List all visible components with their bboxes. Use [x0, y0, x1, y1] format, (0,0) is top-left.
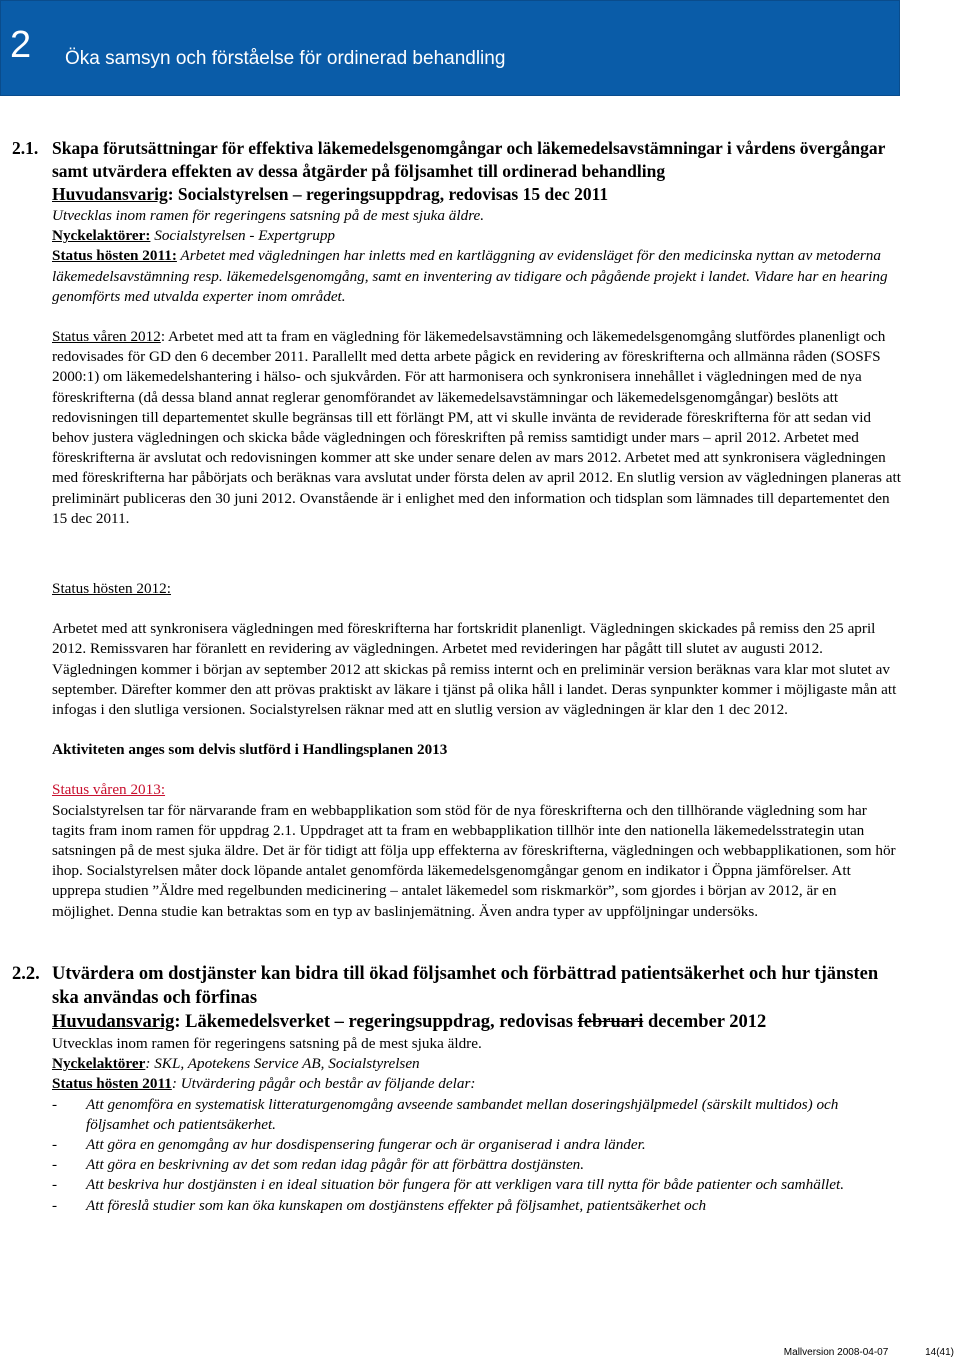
responsible-line: [52, 183, 902, 206]
status-spring-2012: [52, 327, 902, 529]
section-number: 2.1.: [12, 138, 39, 158]
section-2-2-heading: [12, 962, 902, 1010]
context-line: Utvecklas inom ramen för regeringens satsning på de mest sjuka äldre.: [52, 1034, 482, 1052]
key-actors-label: Nyckelaktörer: [52, 1055, 146, 1073]
section-number: 2.2.: [12, 963, 40, 984]
responsible-text: : Läkemedelsverket – regeringsuppdrag, redovisas: [174, 1011, 578, 1032]
key-actors-text: : SKL, Apotekens Service AB, Socialstyrelsen: [145, 1055, 420, 1073]
responsible-struck-text: februari: [577, 1011, 644, 1032]
dash-marker: -: [52, 1135, 58, 1153]
chapter-title: Öka samsyn och förståelse för ordinerad behandling: [65, 48, 506, 69]
key-actors-line: [52, 226, 902, 246]
list-item: - Att föreslå studier som kan öka kunskapen om dostjänstens effekter på följsamhet, patientsäkerhet och: [52, 1196, 902, 1216]
list-item: - Att beskriva hur dostjänsten i en ideal situation bör fungera för att verkligen vara till nytta för både patienter och samhället.: [52, 1175, 902, 1195]
key-actors-label: Nyckelaktörer:: [52, 227, 151, 245]
chapter-number: 2: [10, 24, 32, 66]
dash-marker: -: [52, 1095, 58, 1113]
template-version: Mallversion 2008-04-07: [783, 1347, 889, 1358]
evaluation-parts-list: [52, 1095, 902, 1216]
dash-marker: -: [52, 1196, 58, 1214]
status-text: : Utvärdering pågår och består av följande delar:: [171, 1075, 476, 1093]
key-actors-line: [52, 1054, 902, 1074]
status-label: Status hösten 2011: [52, 1075, 172, 1093]
status-autumn-2012-label: Status hösten 2012:: [52, 580, 171, 598]
status-spring-2013-label: Status våren 2013:: [52, 781, 166, 799]
status-spring-2013-text: Socialstyrelsen tar för närvarande fram en webbapplikation som stöd för de nya föreskrifterna och den tillhörande vägledning som har tagits fram inom ramen för uppdrag 2.1. Uppdraget att ta fram en webbapplikation tillhör inte den nationella läkemedelsstrategin utan satsningen på de mest sjuka äldre. Det är för tidigt att följa upp effekterna av föreskrifterna, vägledningen och webbapplikationen, som hör ihop. Socialstyrelsen måter dock löpande antalet genomförda läkemedelsgenomgångar genom en indikator i Öppna jämförelser. Att upprepa studien ”Äldre med regelbunden medicinering – antalet läkemedel som riskmarkör”, som gjordes i början av 2012, är en möjlighet. Denna studie kan betraktas som en typ av baslinjemätning. Även andra typer av uppföljningar undersöks.: [52, 801, 896, 920]
status-autumn-2012-text: Arbetet med att synkronisera vägledningen med föreskrifterna har fortskridit planenligt. Vägledningen skickades på remiss den 25 april 2012. Remissvaren har föranlett en revidering av vägledningen. Arbetet med revideringen har pågått till slutet av augusti 2012. Vägledningen kommer i början av september 2012 att skickas på remiss internt och en preliminär version beräknas vara klar mot slutet av september. Därefter kommer den att prövas praktiskt av läkare i tjänst på olika håll i landet. Deras synpunkter kommer i möjligaste mån att infogas i den slutliga versionen. Socialstyrelsen räknar med att en slutlig version av vägledningen är klar den 1 dec 2012.: [52, 620, 897, 719]
status-label: Status våren 2012: [52, 328, 161, 346]
responsible-label: Huvudansvarig: [52, 184, 168, 204]
activity-note: Aktiviteten anges som delvis slutförd i Handlingsplanen 2013: [52, 741, 448, 759]
context-line: Utvecklas inom ramen för regeringens satsning på de mest sjuka äldre.: [52, 207, 485, 224]
document-body: [12, 137, 902, 1216]
list-item: - Att genomföra en systematisk litteraturgenomgång avseende sambandet mellan doseringshjälpmedel (särskilt multidos) och följsamhet och patientsäkerhet.: [52, 1095, 839, 1133]
page-number: 14(41): [925, 1347, 954, 1358]
chapter-banner: [0, 0, 900, 96]
dash-marker: -: [52, 1156, 58, 1174]
responsible-label: Huvudansvarig: [52, 1011, 175, 1032]
status-autumn-2011: [52, 246, 902, 307]
section-title: Utvärdera om dostjänster kan bidra till ökad följsamhet och förbättrad patientsäkerhet och hur tjänsten ska användas och förfinas: [52, 963, 879, 1008]
section-2-1-heading: [12, 137, 902, 183]
section-title: Skapa förutsättningar för effektiva läkemedelsgenomgångar och läkemedelsavstämningar i vårdens övergångar samt utvärdera effekten av dessa åtgärder på följsamhet till ordinerad behandling: [52, 138, 886, 181]
dash-marker: -: [52, 1176, 58, 1194]
page-footer: [750, 1347, 954, 1358]
status-label: Status hösten 2011:: [52, 247, 177, 265]
list-item: - Att göra en genomgång av hur dosdispensering fungerar och är organiserad i andra länder.: [52, 1135, 902, 1155]
status-text: Arbetet med vägledningen har inletts med en kartläggning av evidensläget för den medicinska nyttan av metoderna läkemedelsavstämning resp. läkemedelsgenomgång, samt en inventering av tidigare och pågående projekt i landet. Vidare har en hearing genomförts med utvalda experter inom området.: [52, 247, 888, 305]
responsible-tail: december 2012: [643, 1011, 767, 1032]
responsible-line: [52, 1010, 902, 1034]
list-item: - Att göra en beskrivning av det som redan idag pågår för att förbättra dostjänsten.: [52, 1155, 902, 1175]
status-text: : Arbetet med att ta fram en vägledning för läkemedelsavstämning och läkemedelsgenomgång slutfördes planenligt och redovisades för GD den 6 december 2011. Parallellt med detta arbete pågick en revidering av föreskrifterna och allmänna råden (SOSFS 2000:1) om läkemedelshantering i hälso- och sjukvården. För att harmonisera och synkronisera innehållet i vägledningen med de nya föreskrifterna (då dessa bland annat reglerar genomförandet av läkemedelsavstämningar och läkemedelsgenomgångar) beslöts att redovisningen till departementet skulle begränsas till ett förlängt PM, att vi skulle invänta de reviderade föreskrifterna för att sedan vid behov justera vägledningen och skicka både vägledningen och föreskriften på remiss samtidigt under mars – april 2012. Arbetet med föreskrifterna är avslutat och redovisningen kommer att ske under senare delen av mars 2012. Arbetet med att synkronisera vägledningen med föreskrifterna har påbörjats och beräknas vara avslutat under första delen av april 2012. En slutlig version av vägledningen planeras att preliminärt publiceras den 30 juni 2012. Ovanstående är i enlighet med den information och tidsplan som lämnades till departementet den 15 dec 2011.: [52, 328, 901, 527]
status-autumn-2011: [52, 1074, 902, 1094]
responsible-text: : Socialstyrelsen – regeringsuppdrag, redovisas 15 dec 2011: [167, 184, 609, 204]
key-actors-text: Socialstyrelsen - Expertgrupp: [150, 227, 336, 245]
